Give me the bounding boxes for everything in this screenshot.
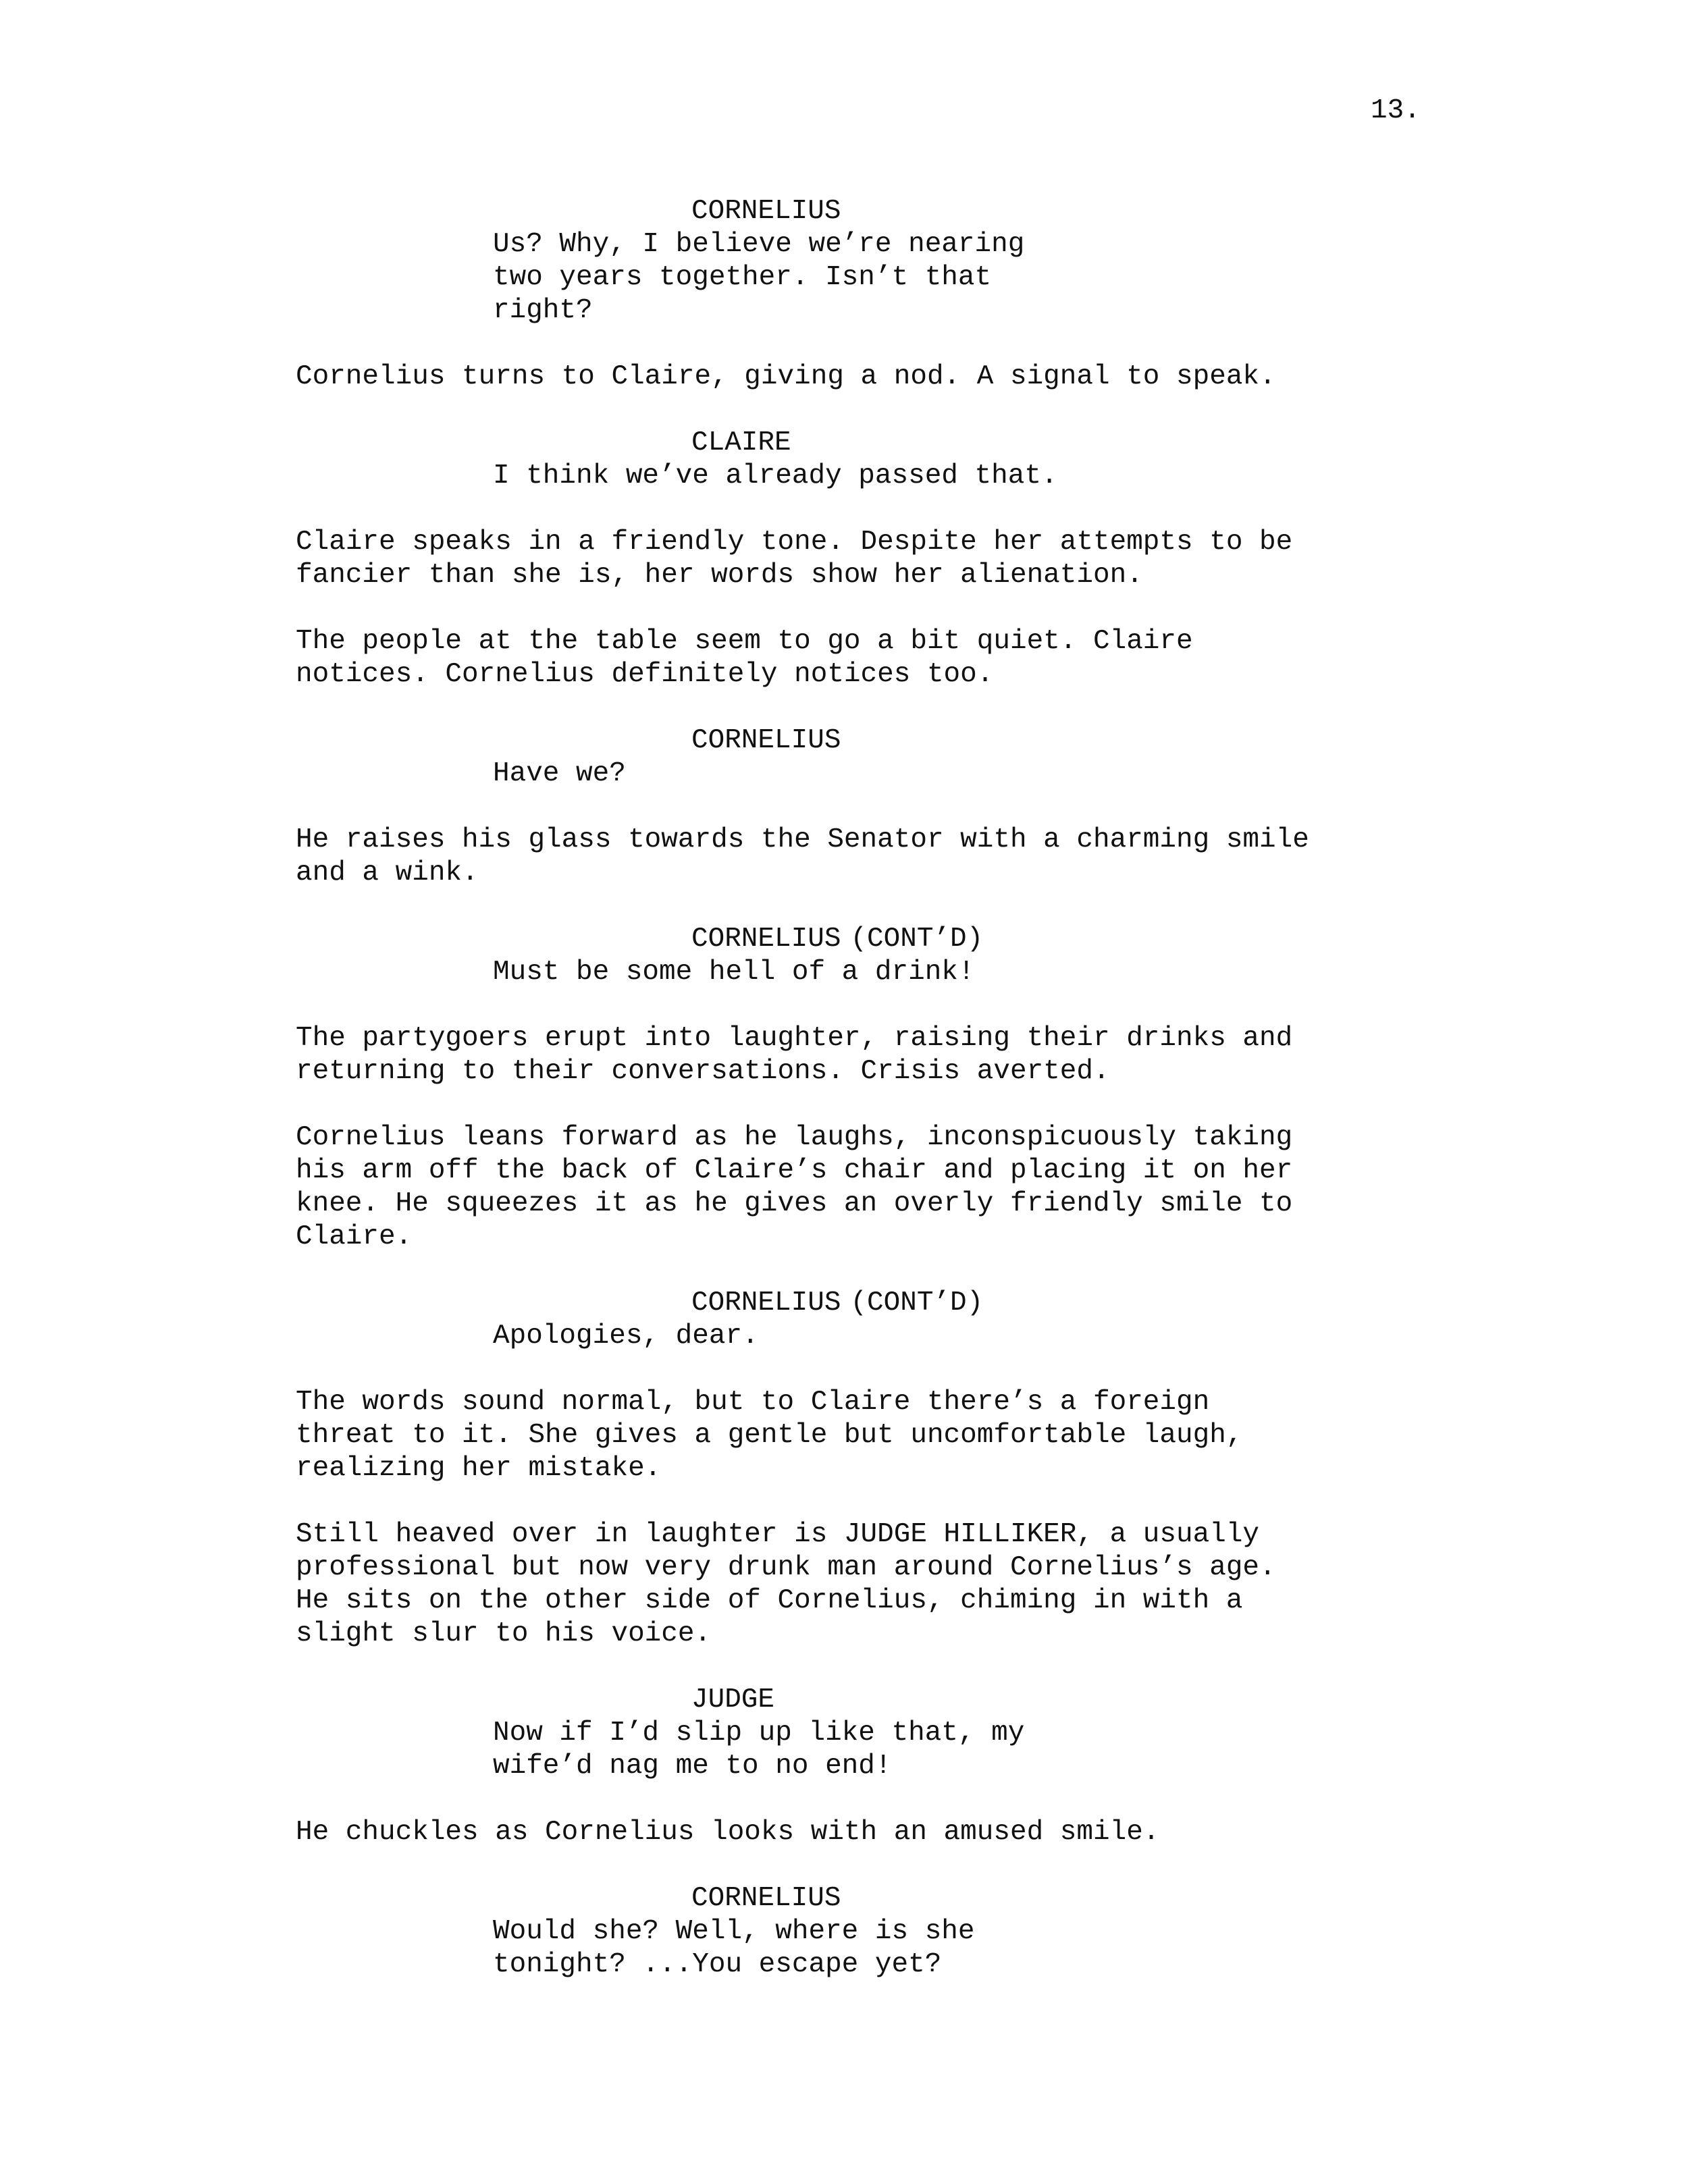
action-line: notices. Cornelius definitely notices too. xyxy=(296,659,994,690)
dialogue-line: Must be some hell of a drink! xyxy=(493,957,975,988)
character-name: CORNELIUS xyxy=(691,196,841,227)
character-cue xyxy=(691,923,1688,956)
character-name: CORNELIUS xyxy=(691,725,841,756)
action-line: fancier than she is, her words show her alienation. xyxy=(296,560,1143,591)
action-line: The people at the table seem to go a bit quiet. Claire xyxy=(296,626,1193,657)
action-line: realizing her mistake. xyxy=(296,1453,662,1484)
action-line: knee. He squeezes it as he gives an overly friendly smile to xyxy=(296,1188,1293,1219)
action-line: professional but now very drunk man around Cornelius’s age. xyxy=(296,1552,1276,1583)
dialogue-line: two years together. Isn’t that xyxy=(493,262,992,293)
action-line: his arm off the back of Claire’s chair and placing it on her xyxy=(296,1155,1293,1186)
character-name: JUDGE xyxy=(691,1684,775,1715)
action-line: Claire speaks in a friendly tone. Despite her attempts to be xyxy=(296,527,1293,558)
action-line: He chuckles as Cornelius looks with an amused smile. xyxy=(296,1817,1160,1848)
action-line: He sits on the other side of Cornelius, chiming in with a xyxy=(296,1585,1243,1616)
dialogue-line: right? xyxy=(493,295,593,326)
dialogue-block xyxy=(493,1915,1168,1981)
character-name: CLAIRE xyxy=(691,427,791,458)
character-cue xyxy=(691,195,1688,228)
action-line: The partygoers erupt into laughter, raising their drinks and xyxy=(296,1023,1293,1054)
character-cue xyxy=(691,427,1688,460)
dialogue-block xyxy=(493,956,1168,989)
action-line: Claire. xyxy=(296,1221,413,1252)
action-line: and a wink. xyxy=(296,857,479,888)
dialogue-block xyxy=(493,228,1168,327)
action-block xyxy=(296,1386,1511,1485)
character-cue xyxy=(691,1882,1688,1915)
action-block xyxy=(296,526,1511,592)
character-name: CORNELIUS xyxy=(691,924,841,955)
action-block xyxy=(296,1816,1511,1849)
page-number: 13. xyxy=(1371,95,1421,126)
action-block xyxy=(296,1121,1511,1254)
action-line: threat to it. She gives a gentle but uncomfortable laugh, xyxy=(296,1420,1243,1451)
action-block xyxy=(296,824,1511,890)
character-cue xyxy=(691,1287,1688,1320)
dialogue-block xyxy=(493,1717,1168,1783)
dialogue-block xyxy=(493,757,1168,791)
action-line: He raises his glass towards the Senator with a charming smile xyxy=(296,824,1309,855)
action-line: Cornelius leans forward as he laughs, inconspicuously taking xyxy=(296,1122,1293,1153)
dialogue-line: tonight? ...You escape yet? xyxy=(493,1949,942,1980)
dialogue-line: I think we’ve already passed that. xyxy=(493,460,1058,491)
dialogue-line: Now if I’d slip up like that, my xyxy=(493,1717,1025,1749)
character-extension: (CONT’D) xyxy=(850,1287,984,1319)
dialogue-block xyxy=(493,1320,1168,1353)
action-line: returning to their conversations. Crisis averted. xyxy=(296,1056,1110,1087)
script-body xyxy=(0,195,1688,2015)
dialogue-line: Have we? xyxy=(493,758,626,789)
character-cue xyxy=(691,1684,1688,1717)
dialogue-block xyxy=(493,460,1168,493)
character-extension: (CONT’D) xyxy=(850,924,984,955)
action-line: The words sound normal, but to Claire there’s a foreign xyxy=(296,1387,1210,1418)
dialogue-line: Apologies, dear. xyxy=(493,1321,759,1352)
action-line: slight slur to his voice. xyxy=(296,1618,712,1649)
dialogue-line: wife’d nag me to no end! xyxy=(493,1751,892,1782)
character-name: CORNELIUS xyxy=(691,1883,841,1914)
action-line: Still heaved over in laughter is JUDGE HILLIKER, a usually xyxy=(296,1519,1260,1550)
action-block xyxy=(296,625,1511,691)
character-name: CORNELIUS xyxy=(691,1287,841,1319)
action-block xyxy=(296,1022,1511,1088)
action-block xyxy=(296,361,1511,394)
character-cue xyxy=(691,724,1688,757)
dialogue-line: Would she? Well, where is she xyxy=(493,1916,975,1947)
dialogue-line: Us? Why, I believe we’re nearing xyxy=(493,229,1025,260)
action-line: Cornelius turns to Claire, giving a nod. A signal to speak. xyxy=(296,361,1276,392)
action-block xyxy=(296,1518,1511,1651)
